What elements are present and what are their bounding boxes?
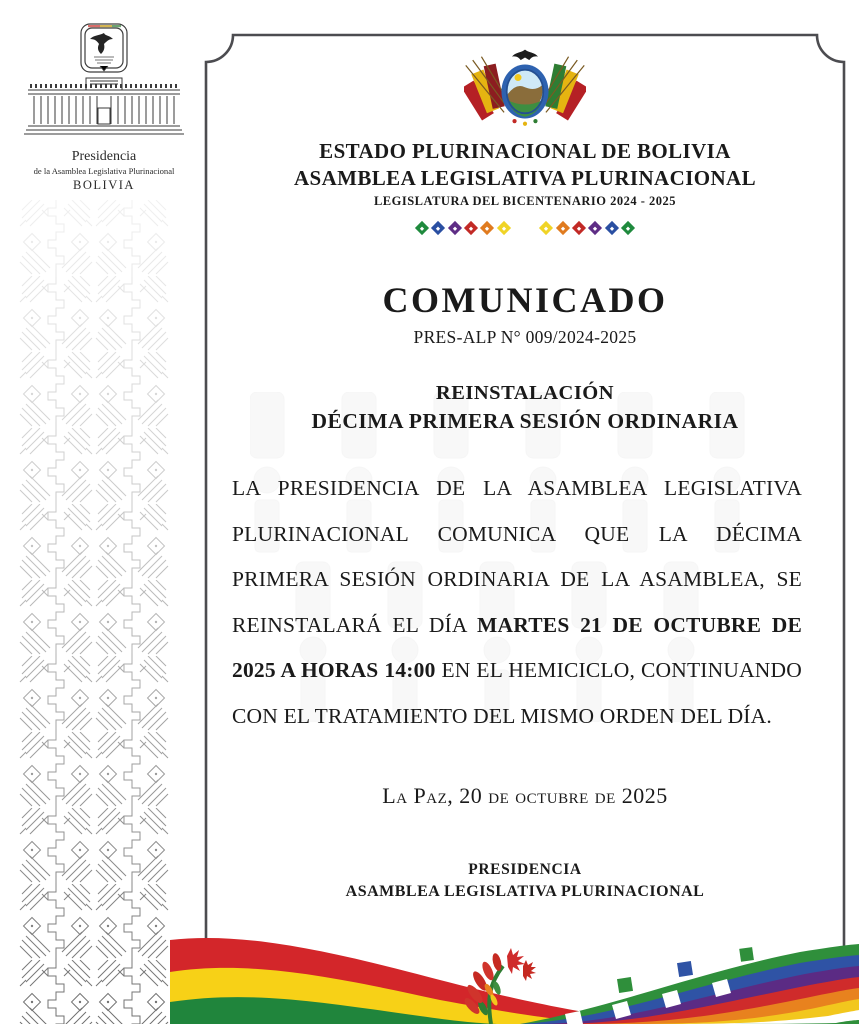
diamond-icon (555, 221, 569, 235)
presidency-logo (16, 20, 192, 193)
diamond-icon (572, 221, 586, 235)
signature-block (204, 861, 846, 901)
document-title: COMUNICADO (382, 280, 668, 320)
diamond-icon (539, 221, 553, 235)
coat-of-arms-block (204, 46, 846, 135)
subtitle-line-2: DÉCIMA PRIMERA SESIÓN ORDINARIA (311, 409, 739, 433)
diamond-icon (431, 221, 445, 235)
diamond-icon (464, 221, 478, 235)
header-assembly-title: ASAMBLEA LEGISLATIVA PLURINACIONAL (293, 166, 757, 190)
sidebar (16, 20, 192, 193)
diamond-icon (415, 221, 429, 235)
dateline: La Paz, 20 de octubre de 2025 (382, 783, 668, 809)
communique-document (204, 32, 846, 901)
footer-flags (0, 910, 859, 1024)
body-paragraph (232, 466, 802, 739)
logo-title: Presidencia (71, 149, 137, 164)
diamond-icon (588, 221, 602, 235)
diamond-icon (497, 221, 511, 235)
diamond-separator (204, 221, 846, 235)
diamond-icon (448, 221, 462, 235)
body-text-part2: EN EL HEMICICLO, CONTINUANDO CON EL TRATAMIENTO DEL MISMO ORDEN DEL DÍA. (232, 658, 802, 728)
logo-subtitle: de la Asamblea Legislativa Plurinacional (33, 166, 175, 176)
tiwanaku-pattern-column (18, 200, 170, 1024)
header-state-title: ESTADO PLURINACIONAL DE BOLIVIA (319, 139, 731, 163)
legislative-palace-icon (24, 20, 184, 142)
diamond-row-right (538, 223, 636, 233)
signature-line-2: ASAMBLEA LEGISLATIVA PLURINACIONAL (345, 883, 705, 901)
signature-line-1: PRESIDENCIA (468, 861, 582, 879)
diamond-icon (605, 221, 619, 235)
subtitle-line-1: REINSTALACIÓN (435, 382, 615, 404)
diamond-row-left (414, 223, 512, 233)
bolivia-coat-of-arms-icon (464, 46, 586, 130)
diamond-icon (480, 221, 494, 235)
body-text-bold-date: MARTES 21 DE OCTUBRE DE 2025 A HORAS 14:00 (232, 612, 802, 683)
body-text-part1: LA PRESIDENCIA DE LA ASAMBLEA LEGISLATIVA PLURINACIONAL COMUNICA QUE LA DÉCIMA PRIMERA SESIÓN ORDINARIA DE LA ASAMBLEA, SE REINSTALARÁ EL DÍA (232, 476, 802, 637)
document-reference-number: PRES-ALP N° 009/2024-2025 (413, 327, 637, 347)
diamond-icon (621, 221, 635, 235)
header-legislature-line: LEGISLATURA DEL BICENTENARIO 2024 - 2025 (373, 194, 677, 208)
session-subtitle (204, 382, 846, 434)
logo-country: BOLIVIA (73, 178, 135, 192)
